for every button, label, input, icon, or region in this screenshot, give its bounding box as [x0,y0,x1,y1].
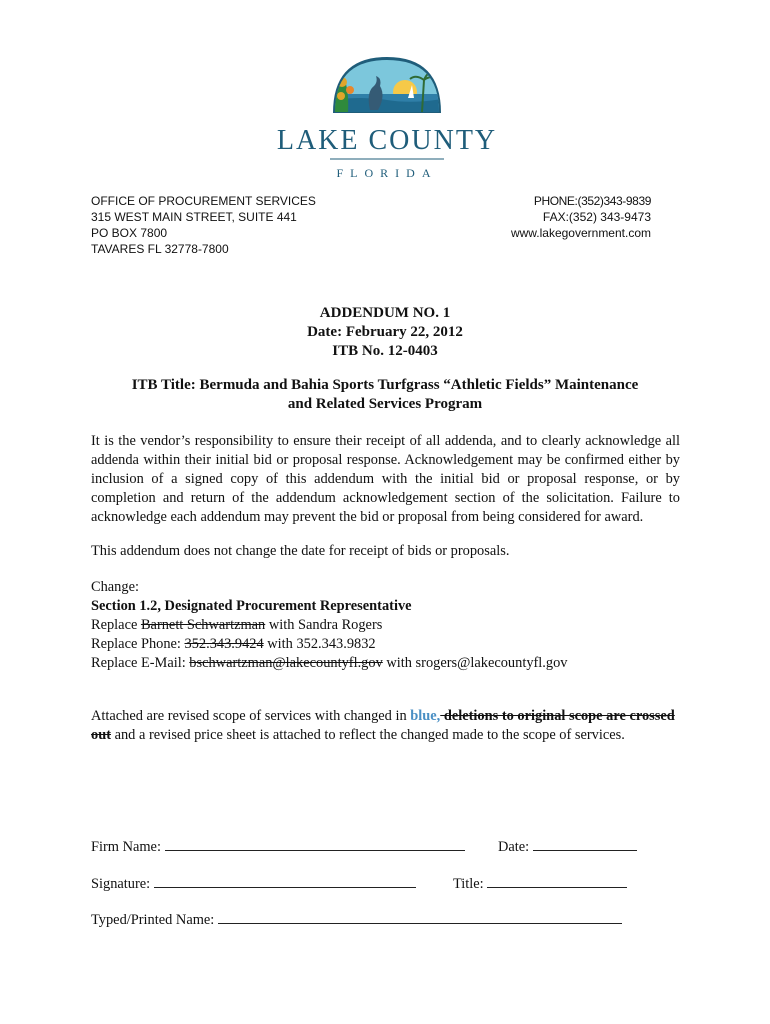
change-section-title: Section 1.2, Designated Procurement Representative [91,598,412,614]
contact-fax: FAX:(352) 343-9473 [542,210,651,224]
office-name: OFFICE OF PROCUREMENT SERVICES [91,194,316,208]
addendum-date: Date: February 22, 2012 [307,324,463,340]
seal-icon [262,52,512,187]
change-phone-new: with 352.343.9832 [263,636,376,652]
date-field[interactable] [533,836,637,851]
itb-title-line2: and Related Services Program [287,396,483,412]
typed-name-row [91,909,622,930]
office-address [91,193,316,257]
contact-phone: PHONE:(352)343-9839 [533,194,651,208]
itb-title [120,376,650,414]
title-row [453,873,627,894]
attached-after: and a revised price sheet is attached to reflect the changed made to the scope of services. [111,727,625,743]
office-street: 315 WEST MAIN STREET, SUITE 441 [91,210,297,224]
addendum-heading [0,304,770,361]
logo-subtitle: FLORIDA [336,166,438,180]
itb-number: ITB No. 12-0403 [332,343,438,359]
firm-name-row [91,836,465,857]
attached-paragraph [91,707,680,745]
attached-blue-word: blue, [410,708,441,724]
firm-name-label: Firm Name: [91,839,161,855]
responsibility-paragraph: It is the vendor’s responsibility to ensure their receipt of all addenda, and to clearly acknowledge all addenda within their initial bid or proposal response. Acknowledgement may be confirmed either by inclusion of a signed copy of this addendum with the initial bid or proposal response, or by completion and return of the addendum acknowledgement section of the solicitation. Failure to acknowledge each addendum may prevent the bid or proposal from being considered for award. [91,433,680,525]
change-name-new: with Sandra Rogers [265,617,383,633]
signature-label: Signature: [91,876,151,892]
change-email-prefix: Replace E-Mail: [91,655,190,671]
change-email-old: bschwartzman@lakecountyfl.gov [189,655,383,671]
firm-name-field[interactable] [165,836,465,851]
change-phone-line [91,635,376,654]
itb-title-line1: ITB Title: Bermuda and Bahia Sports Turfgrass “Athletic Fields” Maintenance [131,377,639,393]
attached-struck: deletions to original scope are crossed out [91,708,675,743]
office-pobox: PO BOX 7800 [91,226,168,240]
typed-name-label: Typed/Printed Name: [91,912,215,928]
signature-row [91,873,416,894]
change-phone-old: 352.343.9424 [184,636,264,652]
contact-website: www.lakegovernment.com [510,226,651,240]
lake-county-logo [262,52,512,187]
title-field[interactable] [487,873,627,888]
logo-title: LAKE COUNTY [276,125,498,156]
date-label: Date: [498,839,530,855]
date-row [498,836,637,857]
contact-info [511,193,651,241]
typed-name-field[interactable] [218,909,622,924]
change-name-prefix: Replace [91,617,141,633]
change-email-new: with srogers@lakecountyfl.gov [382,655,568,671]
office-city: TAVARES FL 32778-7800 [91,242,229,256]
addendum-number: ADDENDUM NO. 1 [319,305,451,321]
change-phone-prefix: Replace Phone: [91,636,185,652]
change-name-old: Barnett Schwartzman [140,617,266,633]
signature-field[interactable] [154,873,416,888]
change-email-line [91,654,568,673]
no-change-sentence: This addendum does not change the date for receipt of bids or proposals. [91,543,510,559]
change-label: Change: [91,579,139,595]
change-name-line [91,616,382,635]
attached-before: Attached are revised scope of services with changed in [91,708,411,724]
title-label: Title: [453,876,484,892]
